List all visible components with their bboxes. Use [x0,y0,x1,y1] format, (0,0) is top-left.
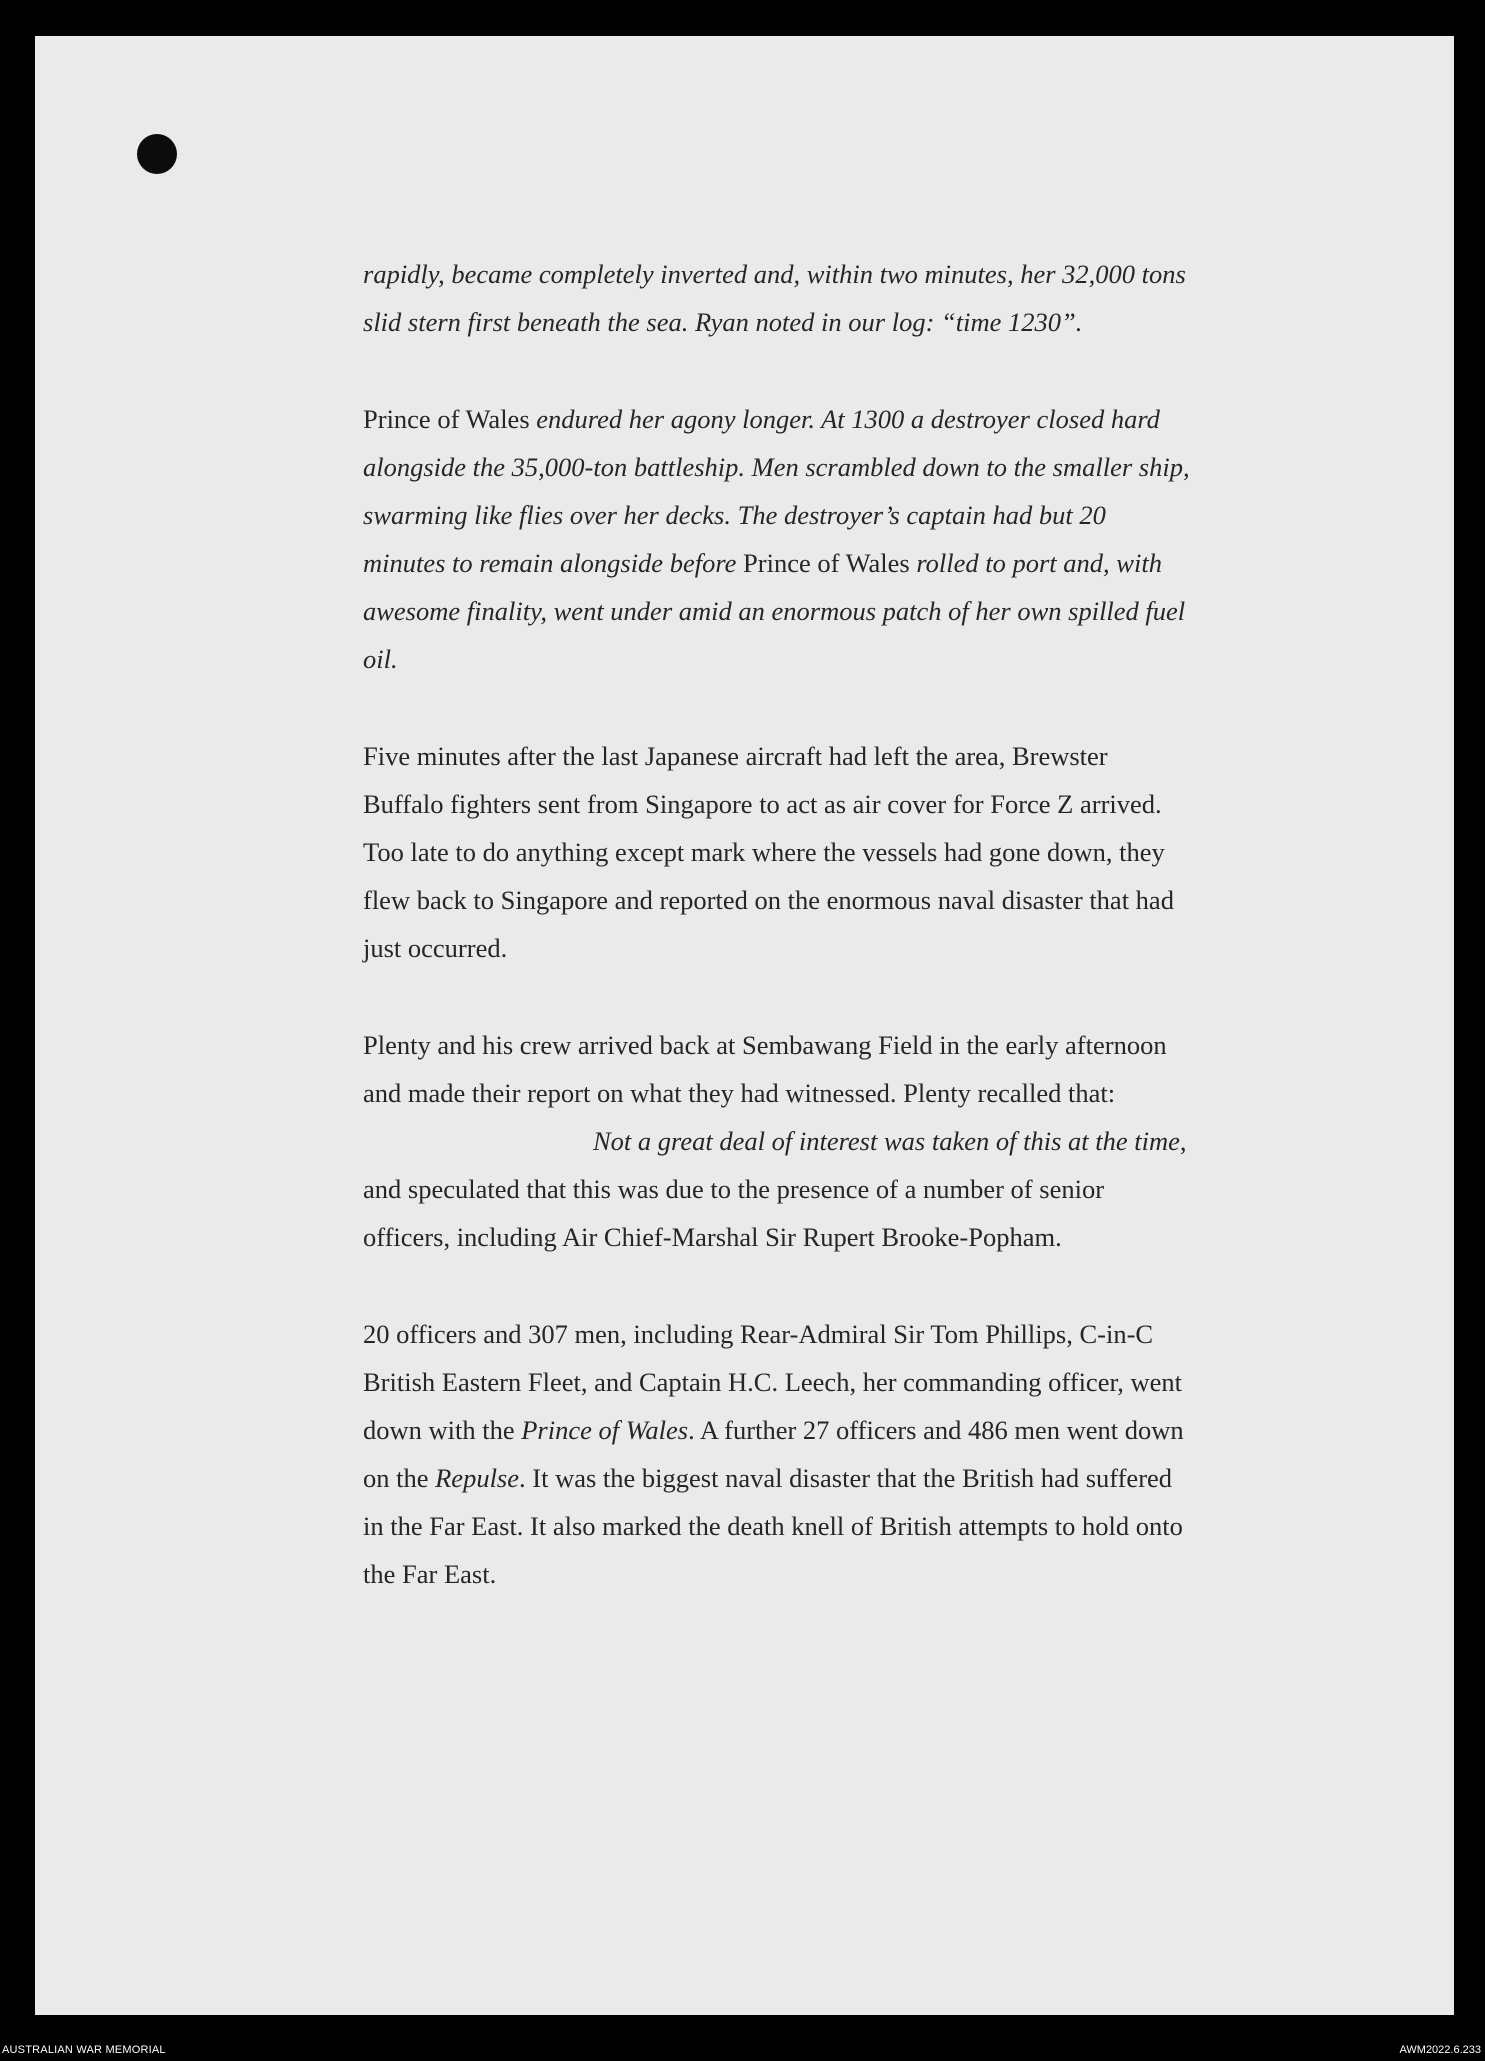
document-body [363,250,1263,1647]
text-run: Prince of Wales [363,404,537,434]
italic-text: rapidly, became completely inverted and, within two minutes, her 32,000 tons [363,259,1186,289]
text-line [363,491,1263,539]
paragraph [363,250,1263,346]
italic-text: Prince of Wales [521,1415,689,1445]
item-reference: AWM2022.6.233 [1399,2044,1481,2056]
italic-text: Repulse [435,1463,520,1493]
text-line [363,780,1263,828]
text-run: flew back to Singapore and reported on the enormous naval disaster that had [363,885,1174,915]
italic-text: oil. [363,644,398,674]
text-run: on the [363,1463,436,1493]
text-line [363,298,1263,346]
text-line [363,732,1263,780]
paragraph [363,1310,1263,1598]
text-run: British Eastern Fleet, and Captain H.C. Leech, her commanding officer, went [363,1367,1182,1397]
text-run: Prince of Wales [743,548,917,578]
text-run: and speculated that this was due to the presence of a number of senior [363,1174,1105,1204]
text-run: officers, including Air Chief-Marshal Sir Rupert Brooke-Popham. [363,1222,1062,1252]
italic-text: slid stern first beneath the sea. Ryan noted in our log: “time 1230”. [363,307,1083,337]
italic-text: alongside the 35,000-ton battleship. Men scrambled down to the smaller ship, [363,452,1190,482]
italic-text: awesome finality, went under amid an enormous patch of her own spilled fuel [363,596,1186,626]
text-run: Plenty and his crew arrived back at Sembawang Field in the early afternoon [363,1030,1167,1060]
text-line [363,1406,1263,1454]
text-run: and made their report on what they had witnessed. Plenty recalled that: [363,1078,1116,1108]
text-run: . It was the biggest naval disaster that the British had suffered [519,1463,1173,1493]
paragraph [363,732,1263,972]
paragraph [363,1021,1263,1261]
text-run: in the Far East. It also marked the death knell of British attempts to hold onto [363,1511,1183,1541]
italic-text: Not a great deal of interest was taken of this at the time [593,1126,1180,1156]
text-run: Buffalo fighters sent from Singapore to act as air cover for Force Z arrived. [363,789,1162,819]
text-run: just occurred. [363,933,508,963]
text-run: . A further 27 officers and 486 men went down [688,1415,1184,1445]
text-line [363,1358,1263,1406]
text-line [363,635,1263,683]
text-run: 20 officers and 307 men, including Rear-Admiral Sir Tom Phillips, C-in-C [363,1319,1154,1349]
text-line [363,1454,1263,1502]
paragraph [363,395,1263,683]
italic-text: minutes to remain alongside before [363,548,744,578]
text-run: Too late to do anything except mark where the vessels had gone down, they [363,837,1165,867]
text-line [363,828,1263,876]
text-line [363,250,1263,298]
text-line [363,1502,1263,1550]
text-run: the Far East. [363,1559,497,1589]
text-line [363,1310,1263,1358]
text-line [363,443,1263,491]
text-line [363,1069,1263,1117]
text-line [363,395,1263,443]
punch-hole [137,134,177,174]
text-run: down with the [363,1415,522,1445]
italic-text: endured her agony longer. At 1300 a destroyer closed hard [536,404,1160,434]
text-run: , [1179,1126,1187,1156]
text-run: Five minutes after the last Japanese aircraft had left the area, Brewster [363,741,1108,771]
archive-label: AUSTRALIAN WAR MEMORIAL [2,2044,166,2056]
text-line [363,1550,1263,1598]
text-line [363,539,1263,587]
italic-text: swarming like flies over her decks. The destroyer’s captain had but 20 [363,500,1106,530]
text-line [363,1021,1263,1069]
text-line [363,587,1263,635]
text-line [363,924,1263,972]
text-line [363,876,1263,924]
text-line [363,1117,1263,1165]
text-line [363,1213,1263,1261]
italic-text: rolled to port and, with [916,548,1162,578]
text-line [363,1165,1263,1213]
